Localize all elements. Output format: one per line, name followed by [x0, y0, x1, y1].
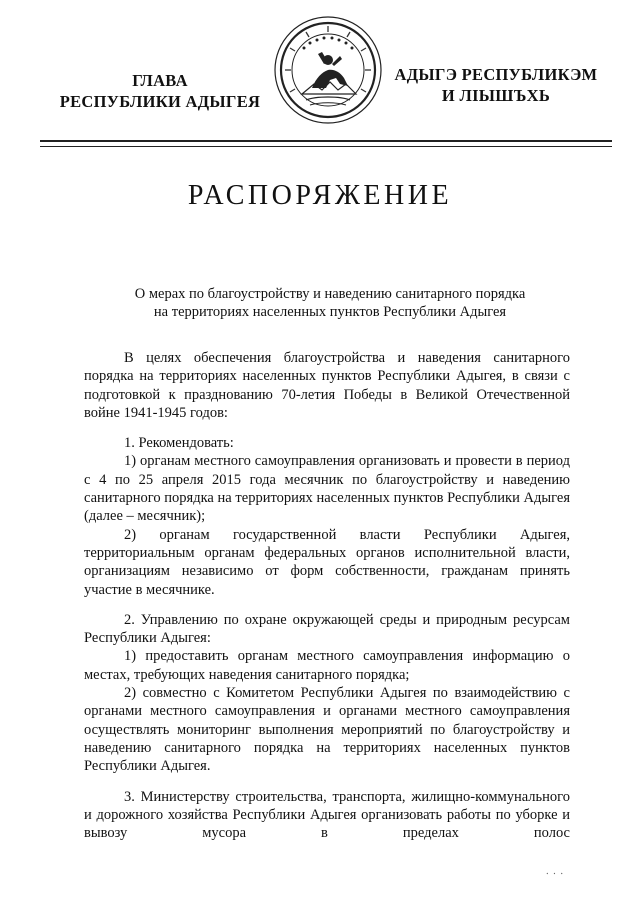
header-right — [372, 64, 620, 106]
subject-line-2: на территориях населенных пунктов Республики Адыгея — [153, 304, 507, 320]
header-right-line1: АДЫГЭ РЕСПУБЛИКЭМ — [394, 65, 598, 84]
clause-1-2: 2) органам государственной власти Республики Адыгея, территориальным органам федеральных органов исполнительной власти, организациям независимо от форм собственности, гражданам принять участие в месячнике. — [84, 526, 570, 598]
clause-2-1: 1) предоставить органам местного самоуправления информацию о местах, требующих наведения санитарного порядка; — [84, 648, 570, 683]
scan-mark: ⸱ ⸱ ⸱ — [546, 869, 565, 880]
header-left-line2: РЕСПУБЛИКИ АДЫГЕЯ — [59, 92, 261, 111]
clause-2-2: 2) совместно с Комитетом Республики Адыгея по взаимодействию с органами местного самоуправления и органами местного самоуправления осуществлять мониторинг выполнения мероприятий по благоустройству и наведению санитарного порядка на территориях населенных пунктов Республики Адыгея. — [84, 685, 570, 775]
header-left-line1: ГЛАВА — [132, 71, 188, 90]
document-body — [84, 349, 570, 842]
header-left — [40, 70, 280, 112]
coat-of-arms-icon — [272, 14, 384, 126]
header-right-line2: И ЛІЫШЪХЬ — [441, 86, 551, 105]
preamble-paragraph: В целях обеспечения благоустройства и наведения санитарного порядка на территориях населенных пунктов Республики Адыгея, в связи с подготовкой к празднованию 70-летия Победы в Великой Отечественной войне 1941-1945 годов: — [84, 350, 570, 421]
clause-1: 1. Рекомендовать: — [124, 435, 234, 452]
clause-2: 2. Управлению по охране окружающей среды и природным ресурсам Республики Адыгея: — [84, 611, 570, 647]
clause-3: 3. Министерству строительства, транспорта, жилищно-коммунального и дорожного хозяйства Республики Адыгея организовать работы по уборке и вывозу мусора в пределах полос — [84, 788, 570, 842]
clause-1-1: 1) органам местного самоуправления организовать и провести в период с 4 по 25 апреля 2015 года месячник по благоустройству и наведению санитарного порядка на территориях населенных пунктов Республики Адыгея (далее – месячник); — [84, 453, 570, 525]
document-title: РАСПОРЯЖЕНИЕ — [187, 180, 453, 211]
header-divider-thin — [40, 146, 612, 147]
header-divider-thick — [40, 140, 612, 142]
subject-line-1: О мерах по благоустройству и наведению санитарного порядка — [134, 286, 526, 302]
document-subject — [80, 285, 580, 321]
